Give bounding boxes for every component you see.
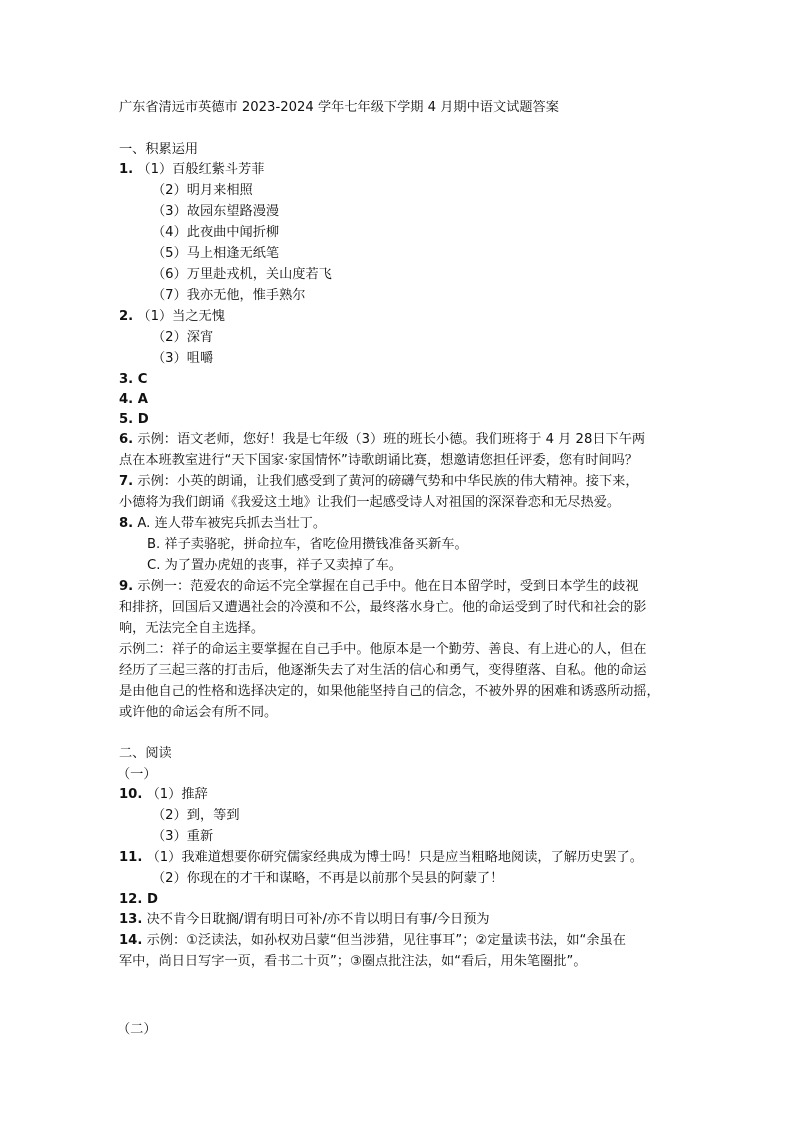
question-1 <box>119 160 264 180</box>
question-number: 6. <box>119 432 134 447</box>
answer-item: （4）此夜曲中闻折柳 <box>152 225 280 240</box>
answer-item: （2）到，等到 <box>152 808 240 823</box>
question-3-answer: 3. C <box>119 372 148 387</box>
section-heading-accumulation: 一、积累运用 <box>119 142 199 157</box>
answer-item: A. 连人带车被宪兵抓去当壮丁。 <box>137 516 327 531</box>
answer-text: 示例：语文老师，您好！我是七年级（3）班的班长小德。我们班将于 4 月 28日下午两 <box>137 432 646 447</box>
answer-text: 示例二：祥子的命运主要掌握在自己手中。他原本是一个勤劳、善良、有上进心的人，但在 <box>119 642 647 657</box>
question-number: 8. <box>119 516 134 531</box>
answer-item: （3）故园东望路漫漫 <box>152 204 280 219</box>
question-number: 11. <box>119 850 143 865</box>
question-14 <box>119 931 626 951</box>
question-13 <box>119 910 490 930</box>
answer-item: （1）推辞 <box>146 787 208 802</box>
question-6 <box>119 430 645 450</box>
question-4-answer: 4. A <box>119 392 148 407</box>
answer-item: C. 为了置办虎妞的丧事，祥子又卖掉了车。 <box>147 558 402 573</box>
question-number: 2. <box>119 309 134 324</box>
question-number: 10. <box>119 787 143 802</box>
question-5-answer: 5. D <box>119 412 149 427</box>
section-heading-reading: 二、阅读 <box>119 746 172 761</box>
answer-item: （1）当之无愧 <box>137 309 225 324</box>
document-title: 广东省清远市英德市 2023-2024 学年七年级下学期 4 月期中语文试题答案 <box>119 100 559 115</box>
answer-text: 示例：①泛读法，如孙权劝吕蒙“但当涉猎，见往事耳”；②定量读书法，如“余虽在 <box>146 933 626 948</box>
answer-item: （1）我难道想要你研究儒家经典成为博士吗！只是应当粗略地阅读，了解历史罢了。 <box>146 850 643 865</box>
answer-item: （7）我亦无他，惟手熟尔 <box>152 288 306 303</box>
answer-text: 经历了三起三落的打击后，他逐渐失去了对生活的信心和勇气，变得堕落、自私。他的命运 <box>119 663 647 678</box>
question-9 <box>119 577 639 597</box>
question-8 <box>119 514 326 534</box>
question-number: 13. <box>119 912 143 927</box>
answer-text: 示例一：范爱农的命运不完全掌握在自己手中。他在日本留学时，受到日本学生的歧视 <box>137 579 639 594</box>
question-7 <box>119 472 639 492</box>
question-10 <box>119 785 208 805</box>
answer-text: 和排挤，回国后又遭遇社会的冷漠和不公，最终落水身亡。他的命运受到了时代和社会的影 <box>119 600 647 615</box>
answer-item: （1）百般红紫斗芳菲 <box>137 162 265 177</box>
answer-text: 军中，尚日日写字一页，看书二十页”；③圈点批注法，如“看后，用朱笔圈批”。 <box>119 954 587 969</box>
answer-text: 响，无法完全自主选择。 <box>119 621 265 636</box>
question-number: 7. <box>119 474 134 489</box>
question-number: 1. <box>119 162 134 177</box>
question-number: 9. <box>119 579 134 594</box>
answer-item: （6）万里赴戎机，关山度若飞 <box>152 267 332 282</box>
answer-item: （2）你现在的才干和谋略，不再是以前那个吴县的阿蒙了！ <box>152 871 504 886</box>
question-11 <box>119 848 643 868</box>
question-number: 14. <box>119 933 143 948</box>
question-2 <box>119 307 225 327</box>
answer-item: （3）咀嚼 <box>152 351 214 366</box>
reading-part-1: （一） <box>117 767 157 782</box>
answer-text: 或许他的命运会有所不同。 <box>119 705 278 720</box>
answer-text: 示例：小英的朗诵，让我们感受到了黄河的磅礴气势和中华民族的伟大精神。接下来， <box>137 474 639 489</box>
answer-item: （3）重新 <box>152 829 214 844</box>
answer-text: 是由他自己的性格和选择决定的，如果他能坚持自己的信念，不被外界的困难和诱惑所动摇， <box>119 684 660 699</box>
answer-item: B. 祥子卖骆驼，拼命拉车，省吃俭用攒钱准备买新车。 <box>147 537 468 552</box>
answer-item: （5）马上相逢无纸笔 <box>152 246 280 261</box>
answer-text: 点在本班教室进行“天下国家·家国情怀”诗歌朗诵比赛，想邀请您担任评委，您有时间吗？ <box>119 453 638 468</box>
answer-item: （2）明月来相照 <box>152 183 253 198</box>
answer-text: 决不肯今日耽搁/谓有明日可补/亦不肯以明日有事/今日预为 <box>146 912 490 927</box>
answer-text: 小德将为我们朗诵《我爱这土地》让我们一起感受诗人对祖国的深深眷恋和无尽热爱。 <box>119 495 621 510</box>
question-12-answer: 12. D <box>119 892 158 907</box>
answer-item: （2）深宵 <box>152 330 214 345</box>
reading-part-2: （二） <box>117 1022 157 1037</box>
